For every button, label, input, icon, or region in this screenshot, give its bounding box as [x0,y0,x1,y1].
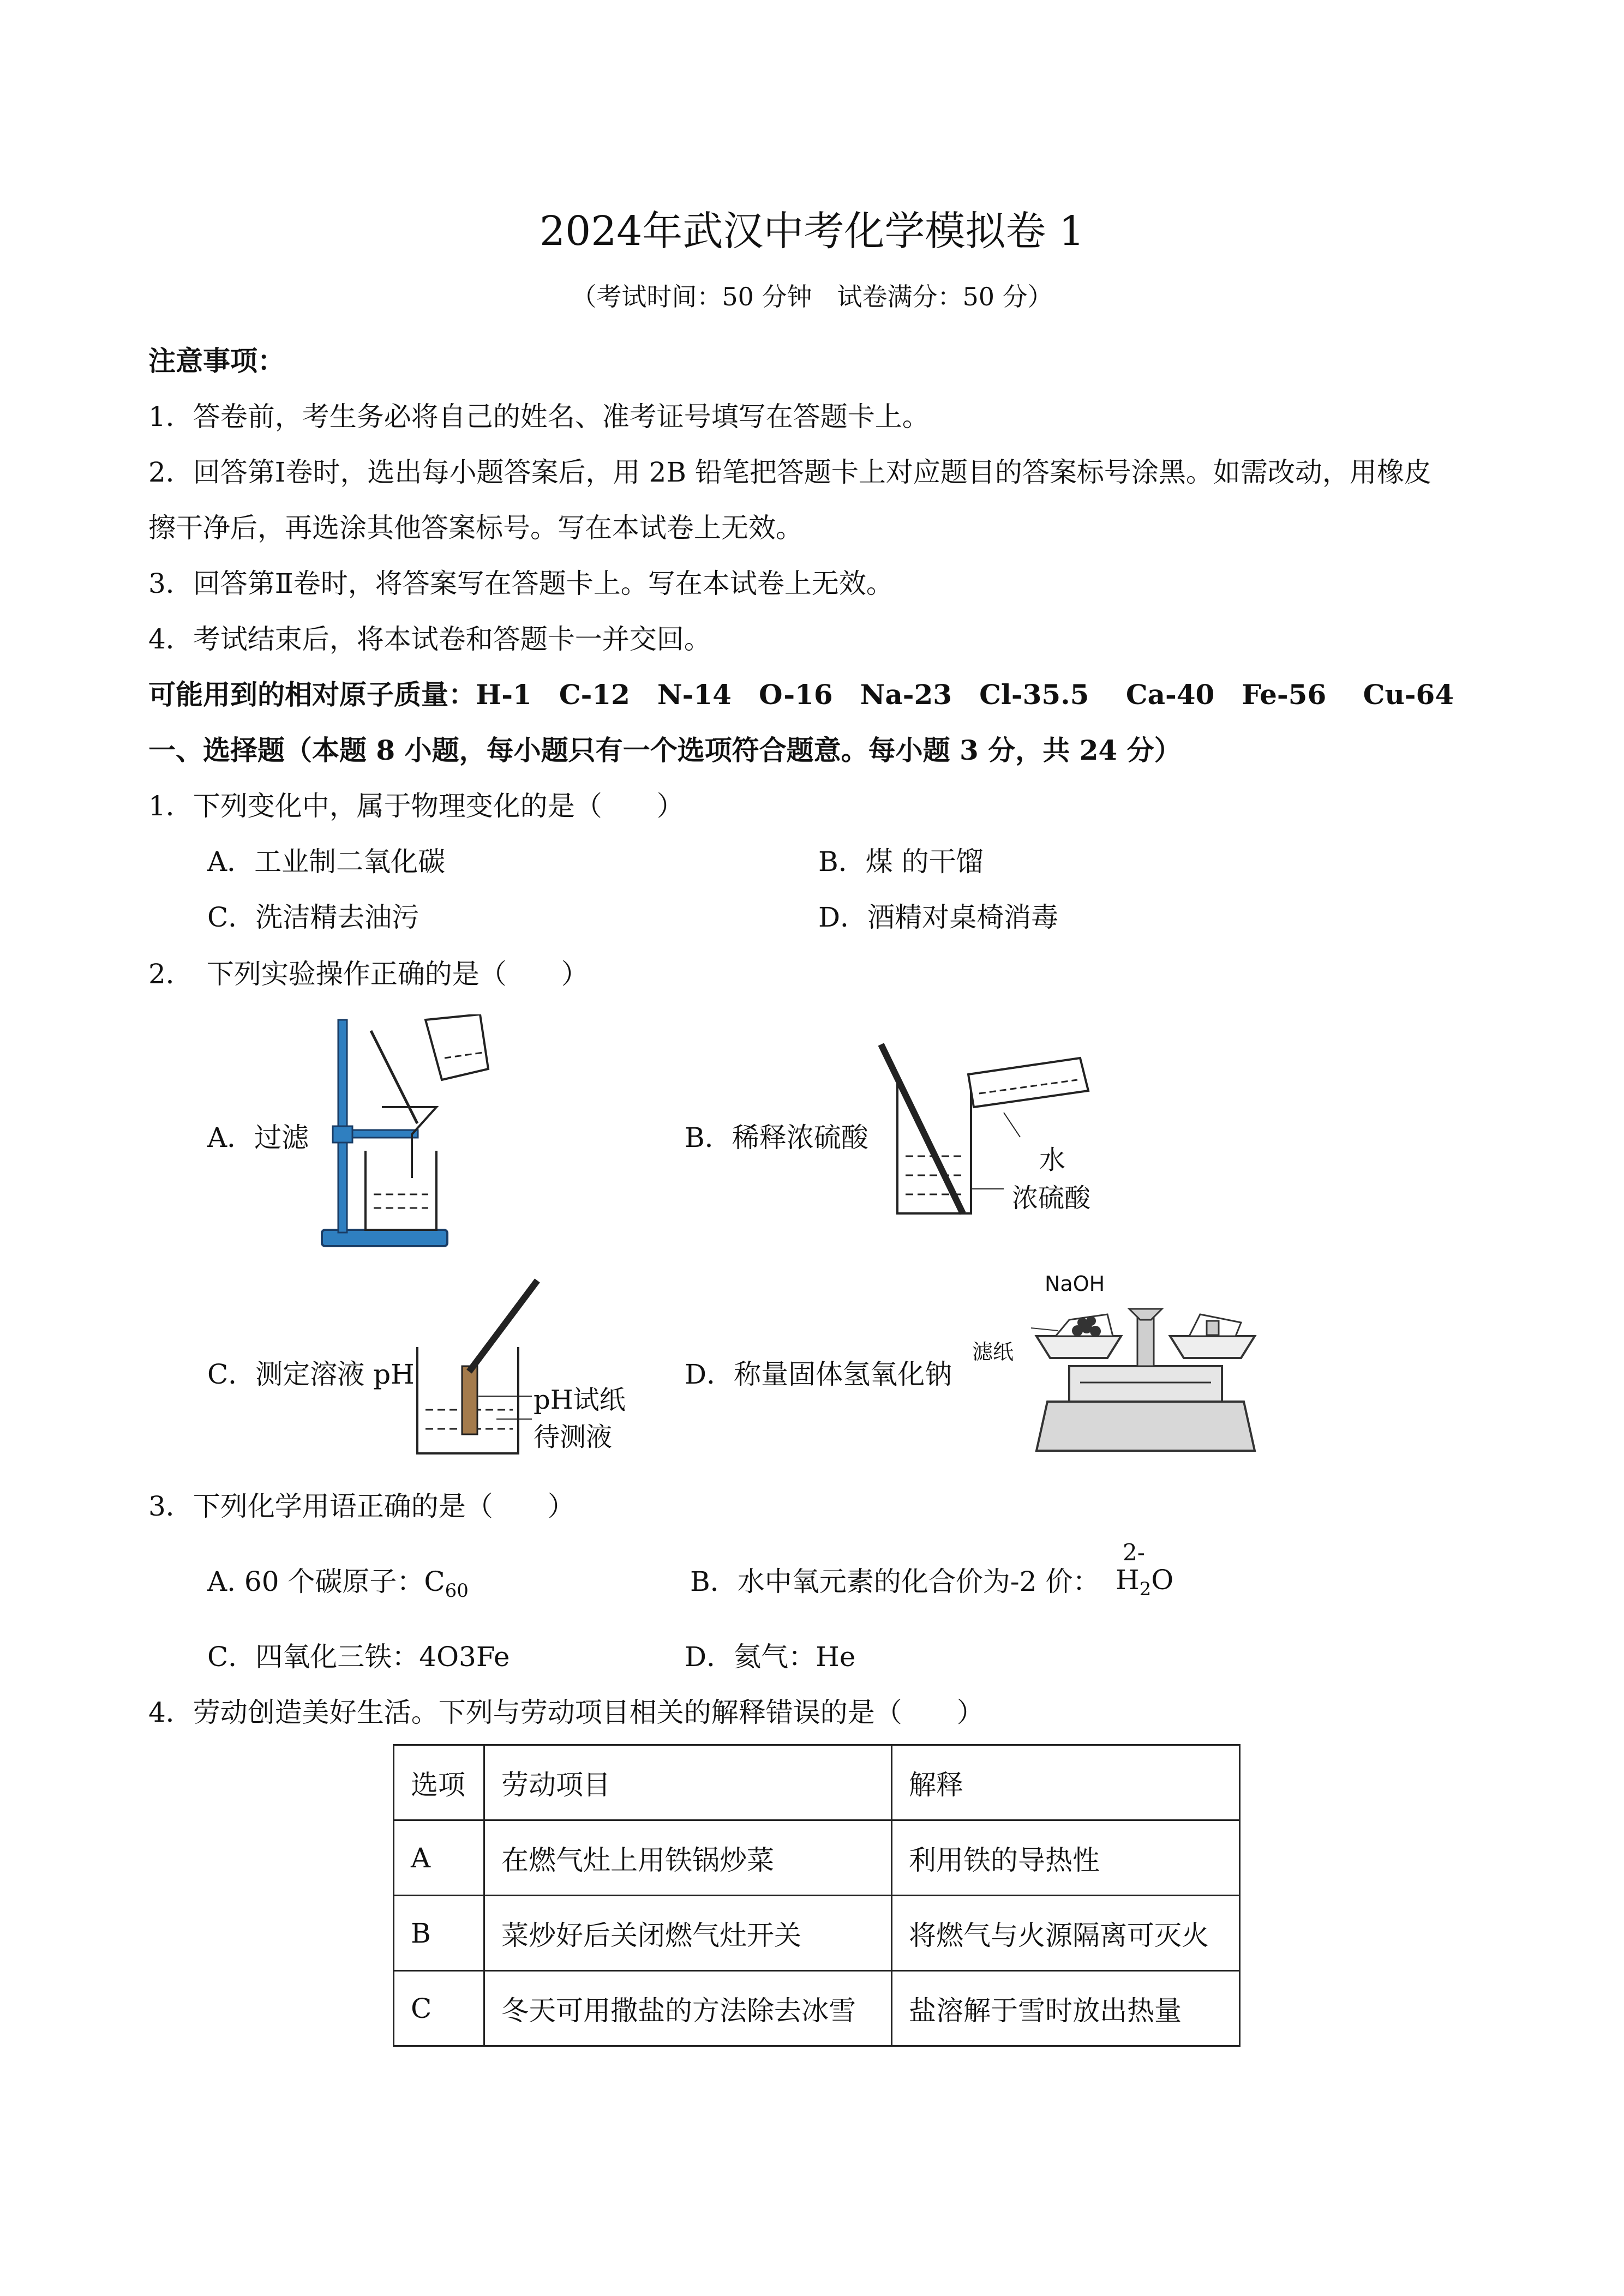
note-item: 3．回答第Ⅱ卷时，将答案写在答题卡上。写在本试卷上无效。 [148,568,894,599]
table-row [394,1820,1240,1896]
q2-option-d: D．称量固体氢氧化钠 [685,1359,952,1390]
funnel [382,1107,436,1178]
q3-option-a-text: A. 60 个碳原子：C [207,1566,445,1597]
table-cell: A [394,1820,484,1896]
q1-option-c: C．洗洁精去油污 [207,901,420,933]
balance-illustration [1026,1276,1266,1462]
q1-option-b: B．煤 的干馏 [818,846,984,877]
table-cell: 利用铁的导热性 [892,1820,1240,1896]
table-cell: 盐溶解于雪时放出热量 [892,1971,1240,2046]
table-cell: 菜炒好后关闭燃气灶开关 [484,1896,892,1971]
oxidation-state-charge: 2- [1123,1539,1145,1566]
exam-info: （考试时间：50 分钟 试卷满分：50 分） [571,282,1053,311]
balance-body [1069,1366,1222,1402]
question-3-stem: 3．下列化学用语正确的是（ ） [148,1490,575,1522]
question-4-stem: 4．劳动创造美好生活。下列与劳动项目相关的解释错误的是（ ） [148,1697,984,1728]
q2-option-b: B．稀释浓硫酸 [685,1122,868,1153]
note-item: 2．回答第Ⅰ卷时，选出每小题答案后，用 2B 铅笔把答题卡上对应题目的答案标号涂黑。如需改动，用橡皮 [148,456,1431,488]
ring-arm [352,1130,418,1138]
left-pan [1036,1336,1121,1358]
table-header: 解释 [892,1745,1240,1820]
glass-rod [881,1044,963,1213]
glass-rod [371,1031,417,1123]
glass-rod [469,1281,537,1372]
note-item: 1．答卷前，考生务必将自己的姓名、准考证号填写在答题卡上。 [148,401,930,432]
q2-option-c: C．测定溶液 pH [207,1359,415,1390]
label-ph-paper: pH试纸 [534,1385,626,1415]
q1-option-d: D．酒精对桌椅消毒 [818,901,1059,933]
ph-paper [462,1366,477,1434]
label-test-liquid: 待测液 [534,1422,613,1452]
filtration-apparatus-illustration [311,1014,524,1254]
note-item: 4．考试结束后，将本试卷和答题卡一并交回。 [148,623,711,655]
table-cell: B [394,1896,484,1971]
question-1-stem: 1．下列变化中，属于物理变化的是（ ） [148,790,684,822]
table-cell: 将燃气与火源隔离可灭火 [892,1896,1240,1971]
labor-table [393,1744,1241,2047]
formula-h: H [1116,1564,1140,1596]
table-header-row [394,1745,1240,1820]
q3-option-d: D．氦气：He [685,1641,856,1673]
note-item: 擦干净后，再选涂其他答案标号。写在本试卷上无效。 [148,512,803,544]
table-row [394,1896,1240,1971]
atomic-mass-line: 可能用到的相对原子质量：H-1 C-12 N-14 O-16 Na-23 Cl-35.5 Ca-40 Fe-56 Cu-64 [148,678,1454,711]
question-2-stem: 2． 下列实验操作正确的是（ ） [148,958,589,990]
weight [1207,1321,1219,1335]
balance-base [1036,1402,1255,1451]
formula-o: O [1151,1564,1174,1596]
label-conc-acid: 浓硫酸 [1012,1183,1091,1213]
table-cell: C [394,1971,484,2046]
right-pan [1170,1336,1255,1358]
label-water: 水 [1039,1145,1066,1175]
pouring-bottle [968,1058,1088,1107]
clamp [333,1126,352,1143]
section-heading: 一、选择题（本题 8 小题，每小题只有一个选项符合题意。每小题 3 分，共 24 分） [148,734,1182,766]
table-header: 选项 [394,1745,484,1820]
ph-test-illustration [412,1276,554,1462]
pouring-beaker [426,1014,488,1080]
table-header: 劳动项目 [484,1745,892,1820]
beaker [365,1151,436,1230]
subscript-60: 60 [445,1580,469,1602]
label-naoh: NaOH [1045,1272,1105,1296]
q3-option-a [207,1560,469,1602]
table-cell: 在燃气灶上用铁锅炒菜 [484,1820,892,1896]
water-formula [1116,1564,1173,1600]
q2-option-a: A．过滤 [207,1122,309,1153]
q3-option-c: C．四氧化三铁：4O3Fe [207,1641,510,1673]
formula-subscript: 2 [1139,1578,1152,1600]
table-row [394,1971,1240,2046]
table-cell: 冬天可用撒盐的方法除去冰雪 [484,1971,892,2046]
notes-heading: 注意事项： [148,345,285,377]
label-filter-paper: 滤纸 [972,1340,1014,1364]
q3-option-b: B．水中氧元素的化合价为-2 价： [690,1566,1100,1597]
page-title: 2024年武汉中考化学模拟卷 1 [540,208,1084,255]
q1-option-a: A．工业制二氧化碳 [207,846,446,877]
